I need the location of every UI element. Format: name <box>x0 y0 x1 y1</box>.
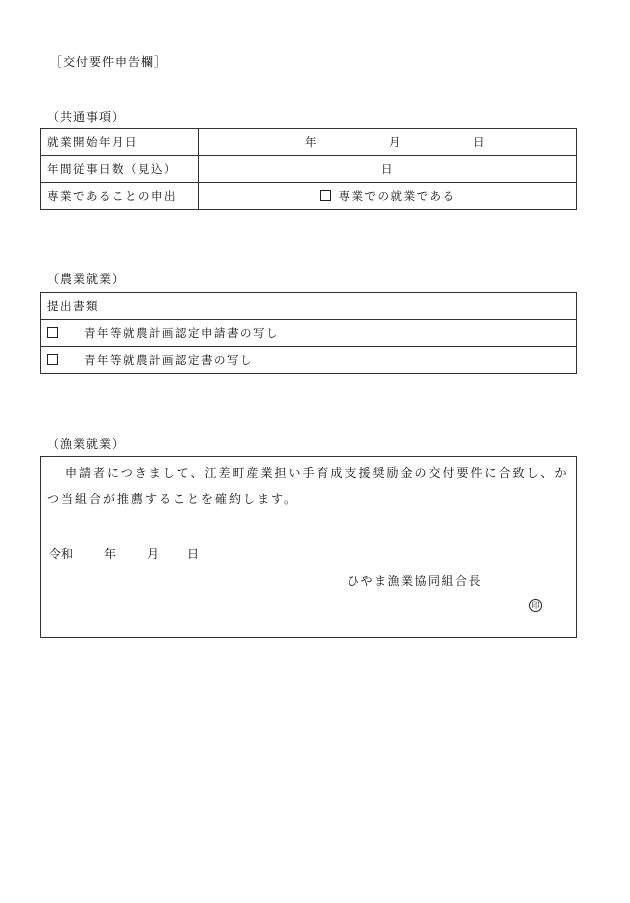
certification-text-line-1: 申請者につきまして、江差町産業担い手育成支援奨励金の交付要件に合致し、か <box>65 466 569 480</box>
day-unit: 日 <box>381 162 394 176</box>
month-unit: 月 <box>147 547 160 561</box>
fishery-section-title: （漁業就業） <box>47 437 126 451</box>
working-days-label: 年間従事日数（見込） <box>41 156 199 183</box>
document-item <box>41 320 577 347</box>
table-row <box>41 347 577 374</box>
table-row <box>41 320 577 347</box>
form-heading: ［交付要件申告欄］ <box>50 55 168 69</box>
start-date-field[interactable] <box>199 129 577 156</box>
documents-header: 提出書類 <box>41 293 577 320</box>
day-unit: 日 <box>473 135 486 149</box>
table-row <box>41 156 577 183</box>
table-row <box>41 183 577 210</box>
day-unit: 日 <box>187 547 200 561</box>
table-row <box>41 293 577 320</box>
organization-name: ひやま漁業協同組合長 <box>347 574 483 588</box>
document-label: 青年等就農計画認定書の写し <box>84 353 253 367</box>
era-label: 令和 <box>49 547 74 561</box>
month-unit: 月 <box>389 135 402 149</box>
full-time-field <box>199 183 577 210</box>
full-time-checkbox-label: 専業での就業である <box>338 189 456 203</box>
year-unit: 年 <box>104 547 117 561</box>
agriculture-section-title: （農業就業） <box>47 272 126 286</box>
checkbox-icon[interactable] <box>47 354 58 365</box>
document-label: 青年等就農計画認定申請書の写し <box>84 326 279 340</box>
full-time-label: 専業であることの申出 <box>41 183 199 210</box>
fishery-certification-box <box>40 456 577 638</box>
certification-date <box>49 545 199 562</box>
start-date-label: 就業開始年月日 <box>41 129 199 156</box>
common-section-title: （共通事項） <box>47 110 126 124</box>
certification-text-line-2: つ当組合が推薦することを確約します。 <box>47 492 299 506</box>
agriculture-table <box>40 292 577 374</box>
table-row <box>41 129 577 156</box>
seal-mark-icon: 印 <box>529 599 542 612</box>
common-table <box>40 128 577 210</box>
checkbox-icon[interactable] <box>47 327 58 338</box>
document-item <box>41 347 577 374</box>
checkbox-icon[interactable] <box>320 190 331 201</box>
working-days-field[interactable] <box>199 156 577 183</box>
year-unit: 年 <box>305 135 318 149</box>
